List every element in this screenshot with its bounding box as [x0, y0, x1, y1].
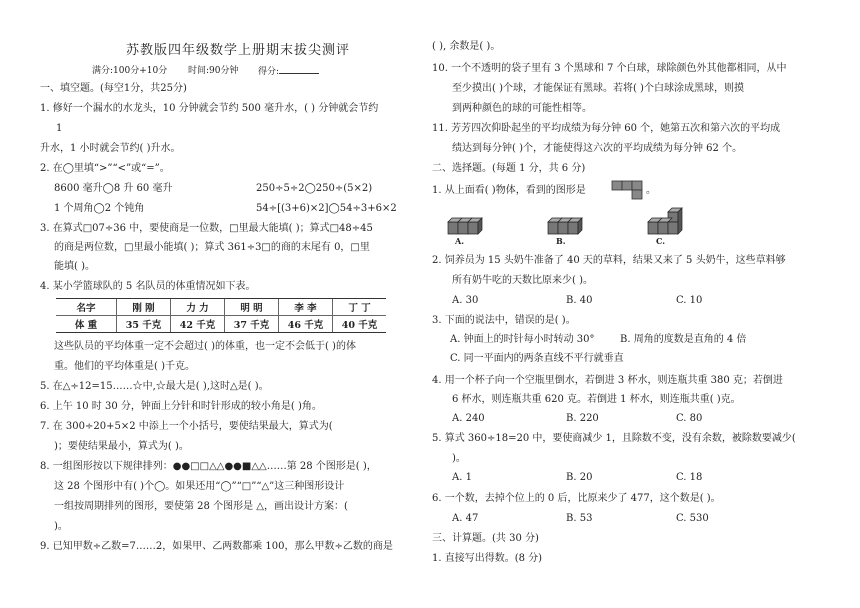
table-row-label: 体 重: [56, 316, 117, 333]
table-header-ming: 明 明: [225, 299, 279, 316]
choice-q2-a: A. 30: [452, 295, 479, 306]
top-view-shape-icon: [611, 180, 647, 202]
choice-q4-a: A. 240: [452, 413, 485, 424]
q11-line1: 11. 芳芳四次仰卧起坐的平均成绩为每分钟 60 个，她第五次和第六次的平均成: [432, 123, 781, 134]
time-limit: 时间:90分钟: [188, 66, 239, 76]
table-cell: 40 千克: [333, 316, 387, 333]
q1-line3: 升水，1 小时就会节约( )升水。: [40, 143, 181, 154]
table-header-lili: 李 李: [279, 299, 333, 316]
choice-q3-b: B. 周角的度数是直角的 4 倍: [620, 334, 747, 345]
weight-table: [56, 298, 386, 333]
choice-q5-line1: 5. 算式 360÷18=20 中，要使商减少 1，且除数不变，没有余数，被除数要减少(: [432, 433, 796, 444]
q8-line2: 这 28 个图形中有( )个◯。如果还用“◯”“□”“△”这三种图形设计: [54, 481, 345, 492]
q6: 6. 上午 10 时 30 分，钟面上分针和时针形成的较小角是( )角。: [40, 401, 322, 412]
table-cell: 37 千克: [225, 316, 279, 333]
table-cell: 46 千克: [279, 316, 333, 333]
q7-line2: )；要使结果最小，算式为( )。: [54, 441, 189, 452]
choice-q4-line1: 4. 用一个杯子向一个空瓶里倒水，若倒进 3 杯水，则连瓶共重 380 克；若倒进: [432, 375, 783, 386]
fig-label-c: C.: [656, 236, 666, 246]
table-header-li: 力 力: [171, 299, 225, 316]
q1-line2: 1: [56, 123, 63, 134]
section-3-heading: 三、计算题。(共 30 分): [432, 533, 539, 544]
period-mark: 。: [646, 185, 656, 196]
q11-line2: 绩达到每分钟( )个，才能使得这六次的平均成绩为每分钟 62 个。: [452, 143, 743, 154]
table-header-gang: 刚 刚: [117, 299, 171, 316]
choice-q6-c: C. 530: [676, 513, 709, 524]
q2-c: 1 个周角◯2 个钝角: [54, 203, 145, 214]
cube-figure-a-icon: [446, 214, 492, 238]
choice-q4-b: B. 220: [566, 413, 599, 424]
choice-q2-line2: 所有奶牛吃的天数比原来少( )。: [452, 275, 593, 286]
choice-q6-a: A. 47: [452, 513, 479, 524]
q2-a: 8600 毫升◯8 升 60 毫升: [54, 183, 173, 194]
q9-line2: ( ), 余数是( )。: [432, 41, 501, 52]
q3-line1: 3. 在算式□07÷36 中，要使商是一位数，□里最大能填( )；算式□48÷45: [40, 223, 373, 234]
q2-d: 54÷[(3+6)×2]◯54÷3+6×2: [256, 203, 397, 214]
choice-q6-b: B. 53: [566, 513, 593, 524]
choice-q1: 1. 从上面看( )物体，看到的图形是: [432, 185, 586, 196]
choice-q2-c: C. 10: [676, 295, 703, 306]
q5: 5. 在△÷12=15……☆中,☆最大是( ),这时△是( )。: [40, 381, 269, 392]
section-1-heading: 一、填空题。(每空1分，共25分): [40, 83, 187, 94]
choice-q3-a: A. 钟面上的时针每小时转动 30°: [450, 334, 595, 345]
fig-label-a: A.: [455, 236, 464, 246]
q4-line2: 这些队员的平均体重一定不会超过( )的体重，也一定不会低于( )的体: [54, 341, 356, 352]
cube-figure-c-icon: [646, 206, 690, 238]
choice-q3: 3. 下面的说法中，错误的是( )。: [432, 315, 576, 326]
fig-label-b: B.: [556, 236, 566, 246]
q2-prompt: 2. 在◯里填“>”“<”或“=”。: [40, 163, 170, 174]
section-2-heading: 二、选择题。(每题 1 分，共 6 分): [432, 163, 586, 174]
choice-q5-line2: )。: [452, 453, 466, 464]
choice-q4-line2: 6 杯水，则连瓶共重 620 克。若倒进 1 杯水，则连瓶共重( )克。: [452, 394, 741, 405]
q8-line4: )。: [54, 521, 68, 532]
choice-q6: 6. 一个数，去掉个位上的 0 后，比原来少了 477，这个数是( )。: [432, 493, 721, 504]
table-cell: 42 千克: [171, 316, 225, 333]
calc-q1: 1. 直接写出得数。(8 分): [432, 553, 543, 564]
exam-title: 苏教版四年级数学上册期末拔尖测评: [126, 43, 351, 58]
q2-b: 250÷5÷2◯250÷(5×2): [256, 183, 373, 194]
q4-prompt: 4. 某小学篮球队的 5 名队员的体重情况如下表。: [40, 281, 256, 292]
full-score: 满分:100分+10分: [92, 66, 168, 76]
q4-line3: 重。他们的平均体重是( )千克。: [54, 361, 195, 372]
score-label: [258, 64, 319, 79]
q9-line1: 9. 已知甲数÷乙数=7……2，如果甲、乙两数都乘 100，那么甲数÷乙数的商是: [40, 541, 393, 552]
q3-line2: 的商是两位数，□里最小能填( )；算式 361÷3□的商的末尾有 0，□里: [54, 242, 370, 253]
q10-line2: 至少摸出( )个球，才能保证有黑球。若将( )个白球涂成黑球，则摸: [452, 83, 744, 94]
score-text: 得分:: [258, 67, 280, 77]
choice-q5-c: C. 18: [676, 472, 703, 483]
q1-line1: 1. 修好一个漏水的水龙头，10 分钟就会节约 500 毫升水，( ) 分钟就会节约: [40, 103, 379, 114]
choice-q2-line1: 2. 饲养员为 15 头奶牛准备了 40 天的草料，结果又来了 5 头奶牛，这些草料够: [432, 255, 786, 266]
choice-q5-a: A. 1: [452, 472, 472, 483]
table-cell: 35 千克: [117, 316, 171, 333]
table-header-name: 名字: [56, 299, 117, 316]
choice-q3-c: C. 同一平面内的两条直线不平行就垂直: [450, 353, 624, 364]
score-blank: [279, 64, 319, 74]
q7-line1: 7. 在 300÷20+5×2 中添上一个小括号，要使结果最大，算式为(: [40, 421, 333, 432]
q8-line3: 一组按周期排列的图形，要使第 28 个图形是 △，画出设计方案：(: [54, 501, 348, 512]
cube-figure-b-icon: [546, 212, 590, 238]
table-header-ding: 丁 丁: [333, 299, 387, 316]
q3-line3: 能填( )。: [54, 261, 95, 272]
q10-line3: 到两种颜色的球的可能性相等。: [452, 103, 592, 114]
q10-line1: 10. 一个不透明的袋子里有 3 个黑球和 7 个白球，球除颜色外其他都相同，从中: [432, 63, 787, 74]
q8-line1: 8. 一组图形按以下规律排列：●●□□△△●●■△△……第 28 个图形是( )，: [40, 461, 377, 472]
choice-q5-b: B. 20: [566, 472, 593, 483]
choice-q2-b: B. 40: [566, 295, 593, 306]
choice-q4-c: C. 80: [676, 413, 703, 424]
